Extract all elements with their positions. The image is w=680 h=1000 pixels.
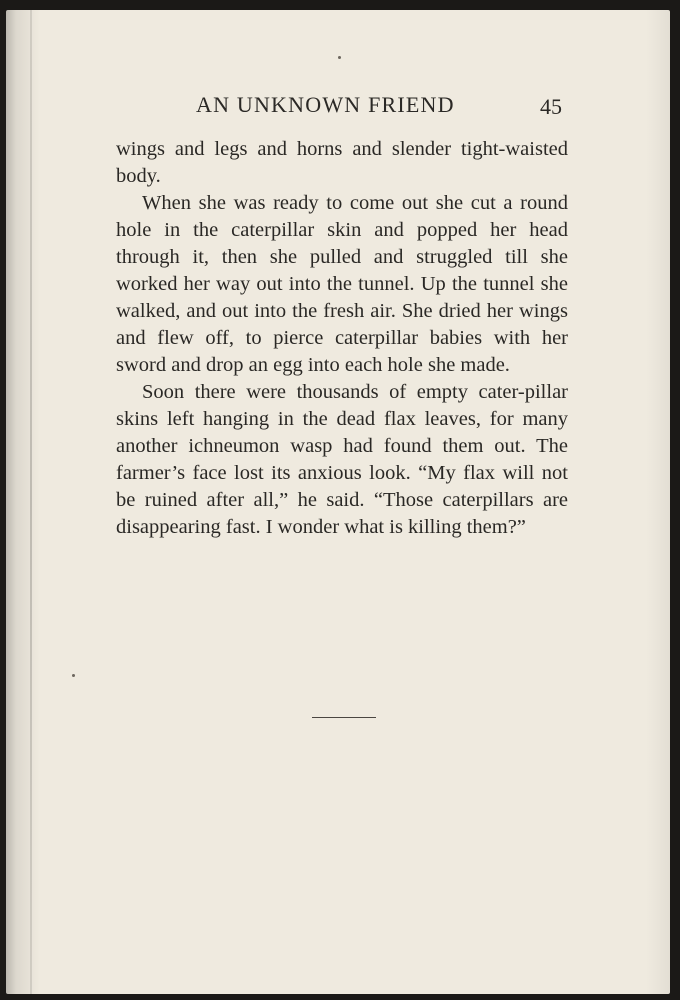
page-number: 45	[540, 94, 562, 119]
paper-speck	[338, 56, 341, 59]
paragraph-continued: wings and legs and horns and slender tight-waisted body.	[116, 138, 568, 187]
section-end-rule	[312, 717, 376, 718]
page-header	[6, 88, 670, 122]
body-text	[116, 136, 568, 541]
running-head: AN UNKNOWN FRIEND	[196, 92, 455, 117]
paragraph: When she was ready to come out she cut a round hole in the caterpillar skin and popped her head through it, then she pulled and struggled till she worked her way out into the tunnel. Up the tunnel she walked, and out into the fresh air. She dried her wings and flew off, to pierce caterpillar babies with her sword and drop an egg into each hole she made.	[116, 192, 568, 376]
paper-speck	[72, 674, 75, 677]
book-page	[6, 10, 670, 994]
paragraph: Soon there were thousands of empty cater-pillar skins left hanging in the dead flax leaves, for many another ichneumon wasp had found them out. The farmer’s face lost its anxious look. “My flax will not be ruined after all,” he said. “Those caterpillars are disappearing fast. I wonder what is killing them?”	[116, 381, 568, 538]
binding-gutter	[30, 10, 32, 994]
